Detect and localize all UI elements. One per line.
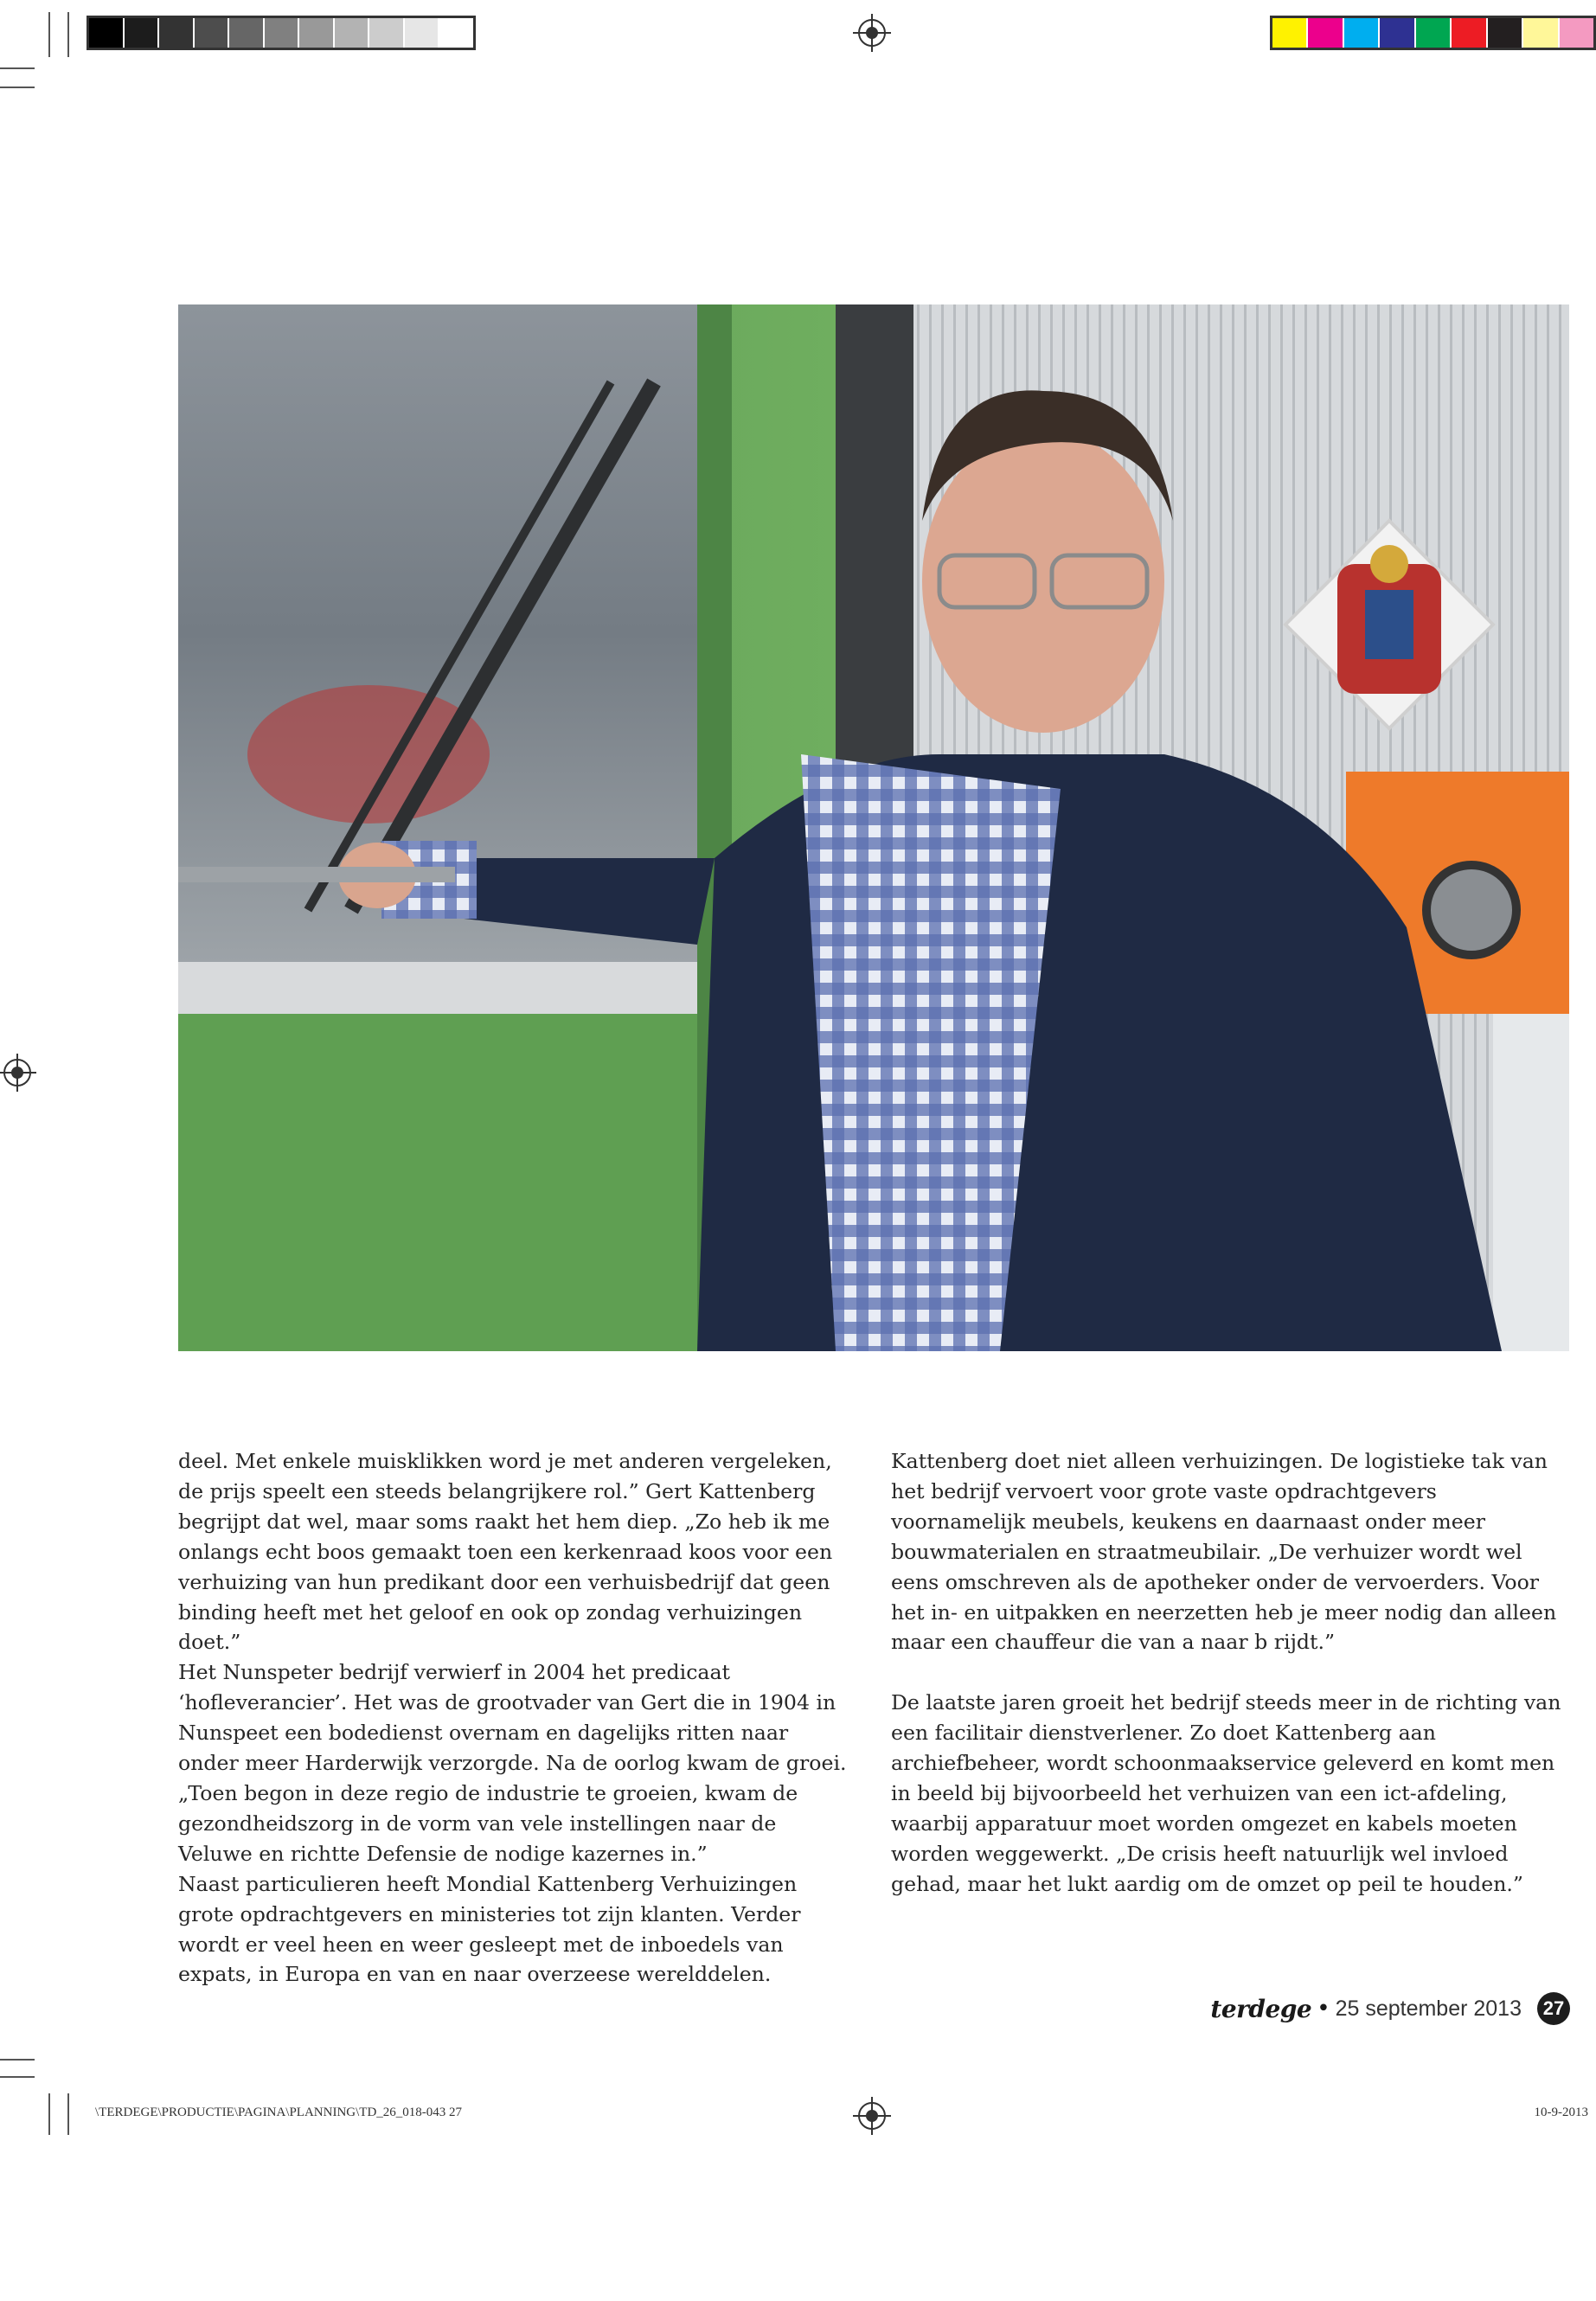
- crop-mark-bottom-left-h: [0, 2059, 35, 2061]
- paragraph: Kattenberg doet niet alleen verhuizingen. De logistieke tak van het bedrijf vervoert voor grote vaste opdrachtgevers voornamelijk meubels, keukens en daarnaast onder meer bouwmaterialen en straatmeubilair. „De verhuizer wordt wel eens omschreven als de apotheker onder de vervoerders. Voor het in- en uitpakken en neerzetten heb je meer nodig dan alleen maar een chauffeur die van a naar b rijdt.”: [891, 1449, 1557, 1655]
- grayscale-swatch: [439, 18, 473, 48]
- process-color-swatch: [1344, 18, 1380, 48]
- registration-mark-bottom: [858, 2102, 886, 2130]
- grayscale-swatch: [369, 18, 405, 48]
- process-color-swatch: [1416, 18, 1452, 48]
- grayscale-swatch: [195, 18, 230, 48]
- article-photo: [178, 304, 1569, 1351]
- print-slug-date: 10-9-2013: [1534, 2106, 1588, 2119]
- photo-illustration: [178, 304, 1569, 1351]
- page-footer: [1210, 1991, 1570, 2026]
- process-color-swatch: [1488, 18, 1523, 48]
- issue-date: 25 september 2013: [1335, 1996, 1522, 2021]
- crop-mark-top-left-h: [0, 67, 35, 69]
- process-color-swatch: [1380, 18, 1415, 48]
- article-left-column: [178, 1446, 853, 1990]
- paragraph: Naast particulieren heeft Mondial Kattenberg Verhuizingen grote opdrachtgevers en ministeries tot zijn klanten. Verder wordt er veel heen en weer gesleept met de inboedels van expats, in Europa en van en naar overzeese werelddelen.: [178, 1871, 801, 1987]
- process-color-swatch: [1560, 18, 1593, 48]
- grayscale-swatch: [299, 18, 335, 48]
- crop-mark-top-left-v1: [48, 12, 50, 57]
- grayscale-swatch: [229, 18, 265, 48]
- grayscale-swatch: [405, 18, 440, 48]
- paragraph: De laatste jaren groeit het bedrijf steeds meer in de richting van een facilitair dienstverlener. Zo doet Kattenberg aan archiefbeheer, wordt schoonmaakservice geleverd en komt men in beeld bij bijvoorbeeld het verhuizen van een ict-afdeling, waarbij apparatuur moet worden omgezet en kabels moeten worden weggewerkt. „De crisis heeft natuurlijk wel invloed gehad, maar het lukt aardig om de omzet op peil te houden.”: [891, 1690, 1561, 1896]
- crop-mark-bottom-left-h2: [0, 2076, 35, 2078]
- crop-mark-bottom-left-v2: [67, 2093, 69, 2135]
- process-color-swatch: [1523, 18, 1559, 48]
- crop-mark-top-left-h2: [0, 87, 35, 88]
- paragraph: Het Nunspeter bedrijf verwierf in 2004 het predicaat ‘hofleverancier’. Het was de grootvader van Gert die in 1904 in Nunspeet een bodedienst overnam en dagelijks ritten naar onder meer Harderwijk verzorgde. Na de oorlog kwam de groei. „Toen begon in deze regio de industrie te groeien, kwam de gezondheidszorg in de vorm van vele instellingen naar de Veluwe en richtte Defensie de nodige kazernes in.”: [178, 1660, 847, 1866]
- registration-mark-left: [3, 1059, 31, 1086]
- grayscale-swatch: [125, 18, 160, 48]
- footer-separator: •: [1317, 1996, 1330, 2022]
- process-color-swatch: [1452, 18, 1487, 48]
- magazine-brand: terdege: [1210, 1994, 1312, 2023]
- grayscale-swatch: [89, 18, 125, 48]
- crop-mark-bottom-left-v1: [48, 2093, 50, 2135]
- article-right-column: [891, 1446, 1566, 1900]
- grayscale-swatch-bar: [87, 16, 476, 50]
- registration-mark-top: [858, 19, 886, 47]
- paragraph: deel. Met enkele muisklikken word je met anderen vergeleken, de prijs speelt een steeds belangrijkere rol.” Gert Kattenberg begrijpt dat wel, maar soms raakt het hem diep. „Zo heb ik me onlangs echt boos gemaakt toen een kerkenraad koos voor een verhuizing van hun predikant door een verhuisbedrijf dat geen binding heeft met het geloof en ook op zondag verhuizingen doet.”: [178, 1449, 833, 1655]
- process-color-swatch-bar: [1270, 16, 1596, 50]
- process-color-swatch: [1272, 18, 1308, 48]
- process-color-swatch: [1308, 18, 1343, 48]
- print-slug-path: \TERDEGE\PRODUCTIE\PAGINA\PLANNING\TD_26_018-043 27: [95, 2106, 463, 2119]
- grayscale-swatch: [335, 18, 370, 48]
- crop-mark-top-left-v2: [67, 12, 69, 57]
- grayscale-swatch: [265, 18, 300, 48]
- page-number: 27: [1537, 1992, 1570, 2025]
- grayscale-swatch: [159, 18, 195, 48]
